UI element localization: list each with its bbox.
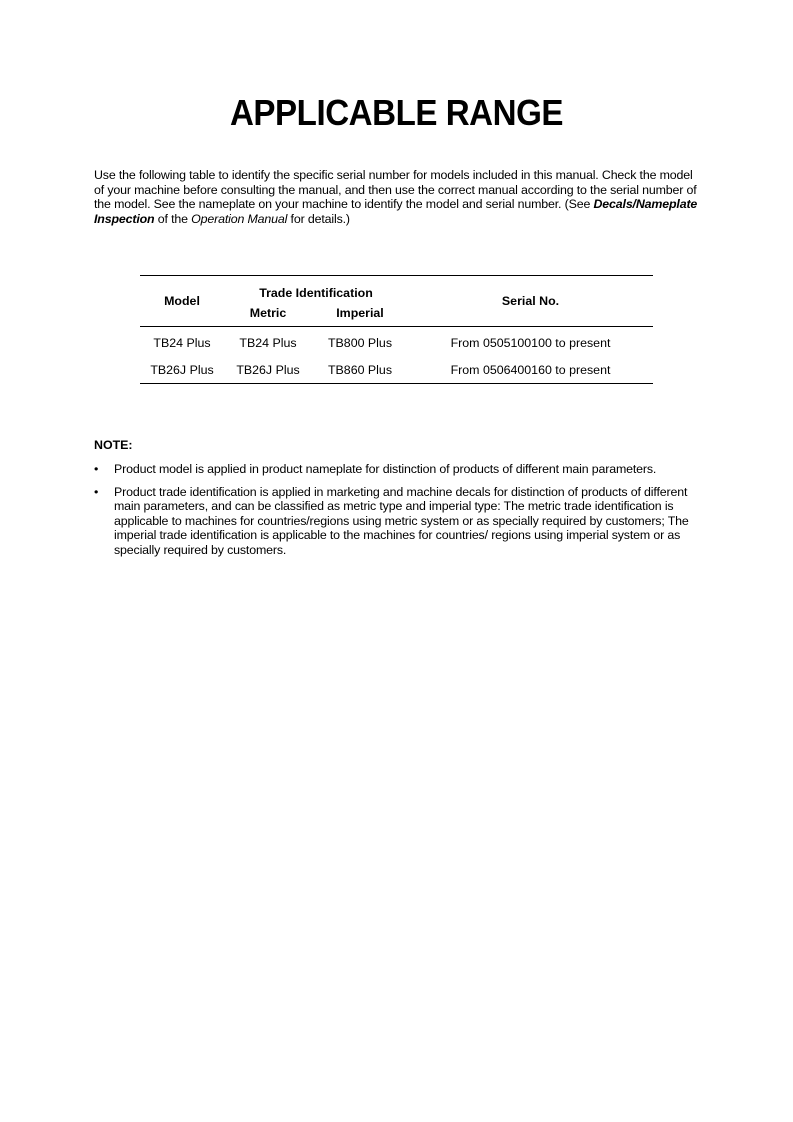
page-title: APPLICABLE RANGE	[229, 92, 564, 133]
list-item	[94, 462, 698, 477]
cell-metric: TB24 Plus	[239, 335, 297, 350]
bullet-icon: •	[94, 462, 99, 476]
note-label: NOTE:	[94, 438, 133, 452]
note-text: Product model is applied in product nameplate for distinction of products of different main parameters.	[114, 462, 657, 476]
header-imperial: Imperial	[312, 300, 408, 327]
note-list	[94, 462, 698, 565]
operation-manual-reference: Operation Manual	[191, 211, 288, 226]
intro-text-1: Use the following table to identify the specific serial number for models included in this manual. Check the model of your machine before consulting the manual, and then use the correct manual according to the serial number of the model. See the nameplate on your machine to identify the model and serial number. (See	[94, 168, 697, 211]
cell-serial: From 0505100100 to present	[450, 335, 611, 350]
header-metric: Metric	[224, 300, 312, 327]
intro-text-2: of the	[154, 211, 192, 226]
note-text: Product trade identification is applied in marketing and machine decals for distinction of products of different main parameters, and can be classified as metric type and imperial type: The metric trade identification is applicable to machines for countries/regions using metric system or as specially required by customers; The imperial trade identification is applicable to the machines for countries/ regions using imperial system or as specially required by customers.	[114, 484, 689, 557]
table-row	[140, 356, 653, 384]
decals-nameplate-reference: Decals/Nameplate Inspection	[94, 197, 698, 226]
header-trade-identification: Trade Identification	[224, 276, 408, 301]
cell-imperial: TB800 Plus	[327, 335, 393, 350]
bullet-icon: •	[94, 484, 99, 499]
cell-model: TB26J Plus	[140, 356, 224, 384]
table-row	[140, 327, 653, 357]
header-serial-no: Serial No.	[408, 276, 653, 327]
intro-text-3: for details.)	[287, 211, 350, 226]
cell-model: TB24 Plus	[153, 335, 211, 350]
list-item	[94, 485, 698, 558]
intro-paragraph	[94, 168, 698, 226]
cell-metric: TB26J Plus	[224, 356, 312, 384]
cell-imperial: TB860 Plus	[312, 356, 408, 384]
cell-serial: From 0506400160 to present	[408, 356, 653, 384]
applicable-range-table	[140, 275, 653, 384]
header-model: Model	[140, 276, 224, 327]
